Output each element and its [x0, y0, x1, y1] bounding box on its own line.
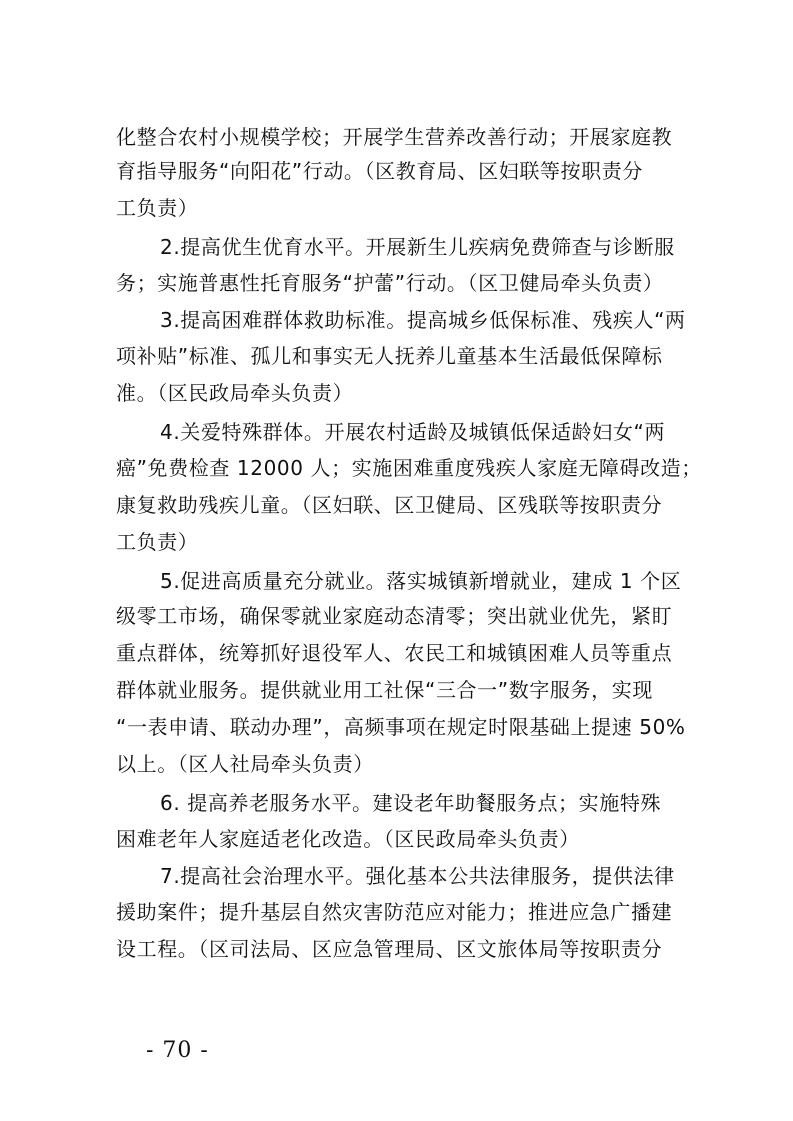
text-line: 癌”免费检查 12000 人；实施困难重度残疾人家庭无障碍改造；: [116, 456, 702, 480]
text-line: 康复救助残疾儿童。（区妇联、区卫健局、区残联等按职责分: [116, 493, 663, 517]
text-line: 5.促进高质量充分就业。落实城镇新增就业，建成 1 个区: [160, 569, 682, 593]
page-number: - 70 -: [146, 1038, 209, 1063]
text-line: 6. 提高养老服务水平。建设老年助餐服务点；实施特殊: [160, 791, 662, 815]
text-line: 工负责）: [116, 530, 199, 554]
text-line: 7.提高社会治理水平。强化基本公共法律服务，提供法律: [160, 864, 675, 888]
text-line: 援助案件；提升基层自然灾害防范应对能力；推进应急广播建: [116, 900, 673, 924]
text-line: 育指导服务“向阳花”行动。（区教育局、区妇联等按职责分: [116, 159, 643, 183]
text-line: 化整合农村小规模学校；开展学生营养改善行动；开展家庭教: [116, 125, 673, 149]
text-line: 级零工市场，确保零就业家庭动态清零；突出就业优先，紧盯: [116, 604, 673, 628]
text-line: 群体就业服务。提供就业用工社保“三合一”数字服务，实现: [116, 678, 653, 702]
text-line: 工负责）: [116, 196, 199, 220]
text-line: 以上。（区人社局牵头负责）: [116, 752, 374, 776]
text-line: 务；实施普惠性托育服务“护蕾”行动。（区卫健局牵头负责）: [116, 271, 664, 295]
text-line: 4.关爱特殊群体。开展农村适龄及城镇低保适龄妇女“两: [160, 420, 666, 444]
text-line: 2.提高优生优育水平。开展新生儿疾病免费筛查与诊断服: [160, 235, 675, 259]
text-line: 3.提高困难群体救助标准。提高城乡低保标准、残疾人“两: [160, 308, 686, 332]
text-line: 准。（区民政局牵头负责）: [116, 381, 354, 405]
text-line: 设工程。（区司法局、区应急管理局、区文旅体局等按职责分: [116, 937, 663, 961]
text-line: “一表申请、联动办理”，高频事项在规定时限基础上提速 50%: [116, 715, 686, 739]
text-line: 项补贴”标准、孤儿和事实无人抚养儿童基本生活最低保障标: [116, 344, 663, 368]
text-line: 重点群体，统筹抓好退役军人、农民工和城镇困难人员等重点: [116, 641, 673, 665]
text-line: 困难老年人家庭适老化改造。（区民政局牵头负责）: [116, 827, 580, 851]
